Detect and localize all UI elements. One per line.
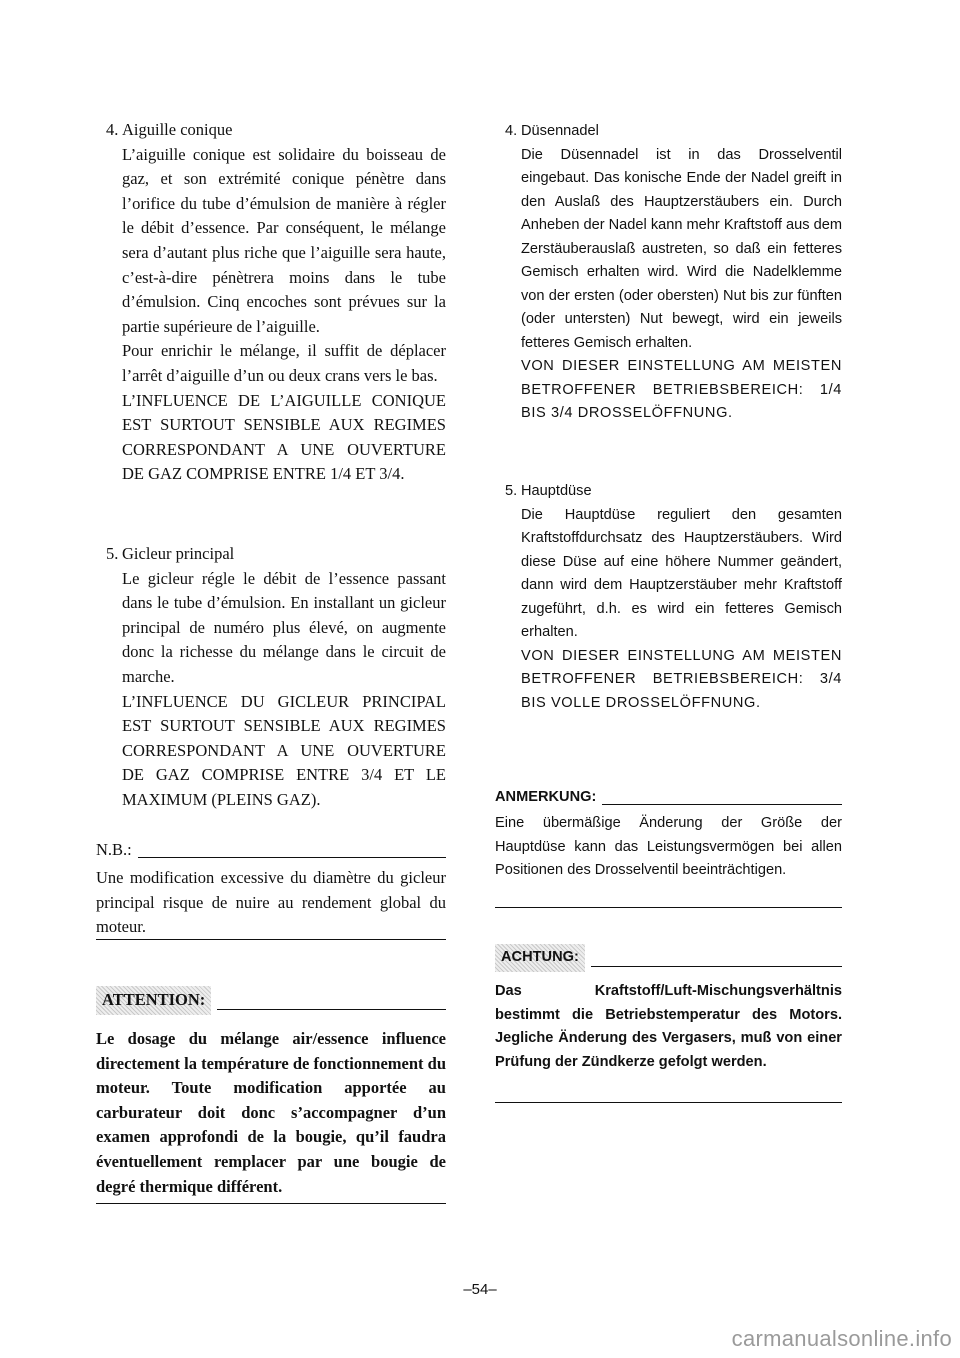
de-item-5-caps: VON DIESER EINSTELLUNG AM MEISTEN BETROFFENER BETRIEBSBEREICH: 3/4 BIS VOLLE DROSSELÖFFNUNG. [521,647,842,711]
de-warning-heading [495,944,842,972]
fr-warning-rule [217,1009,446,1010]
de-note-rule [602,804,842,805]
fr-note-rule [138,857,446,858]
german-column [495,120,842,1220]
de-item-4-caps: VON DIESER EINSTELLUNG AM MEISTEN BETROFFENER BETRIEBSBEREICH: 1/4 BIS 3/4 DROSSELÖFFNUNG. [521,358,842,421]
fr-item-4-body2: Pour enrichir le mélange, il suffit de déplacer l’arrêt d’aiguille d’un ou deux crans vers le bas. [122,341,446,385]
fr-item-5-title: Gicleur principal [122,544,235,563]
fr-warning-end-rule [96,1203,446,1204]
de-note-text: Eine übermäßige Änderung der Größe der Hauptdüse kann das Leistungsvermögen bei allen Positionen des Drosselventil beeinträchtigen. [495,815,842,878]
de-warning-label: ACHTUNG: [495,944,585,972]
fr-item-4-number: 4. [106,120,119,139]
fr-note-end-rule [96,939,446,940]
page-number: –54– [463,1281,497,1298]
de-warning-text: Das Kraftstoff/Luft-Mischungsverhältnis bestimmt die Betriebstemperatur des Motors. Jegliche Änderung des Vergasers, muß von einer Prüfung der Zündkerze gefolgt werden. [495,983,842,1070]
fr-item-4 [96,118,446,487]
de-warning-end-rule [495,1102,842,1103]
de-item-4-number: 4. [505,123,518,139]
fr-warning-text: Le dosage du mélange air/essence influence directement la température de fonctionnement du moteur. Toute modification apportée au carburateur doit donc s’accompagner d’un examen approfondi de la bougie, qu’il faudra éventuellement remplacer par une bougie de degré thermique différent. [96,1029,446,1196]
fr-item-5-caps: L’INFLUENCE DU GICLEUR PRINCIPAL EST SURTOUT SENSIBLE AUX REGIMES CORRESPONDANT A UNE OUVERTURE DE GAZ COMPRISE ENTRE 3/4 ET LE MAXIMUM (PLEINS GAZ). [122,691,446,809]
de-item-5-number: 5. [505,483,518,499]
fr-warning-heading [96,986,446,1015]
fr-item-5 [96,542,446,813]
de-note-heading [495,786,842,810]
fr-item-5-body: Le gicleur régle le débit de l’essence passant dans le tube d’émulsion. En installant un gicleur principal de numéro plus élevé, on augmente donc la richesse du mélange dans le circuit de marche. [122,568,446,686]
watermark-footer: carmanualsonline.info [731,1326,952,1351]
fr-item-4-title: Aiguille conique [122,120,233,139]
fr-item-5-number: 5. [106,544,119,563]
de-item-4-body: Die Düsennadel ist in das Drosselventil eingebaut. Das konische Ende der Nadel greift in den Auslaß des Hauptzerstäubers ein. Durch Anheben der Nadel kann mehr Kraftstoff aus dem Zerstäuberauslaß austreten, so daß ein fetteres Gemisch erhalten wird. Wird die Nadelklemme von der ersten (oder obersten) Nut bis zur fünften (oder untersten) Nut bewegt, wird ein jeweils fetteres Gemisch erhalten. [521,146,842,351]
de-note-end-rule [495,907,842,908]
de-item-4 [495,120,842,426]
fr-note-text: Une modification excessive du diamètre du gicleur principal risque de nuire au rendement global du moteur. [96,868,446,937]
fr-note-label: N.B.: [96,840,132,859]
de-item-5-title: Hauptdüse [521,483,592,499]
french-column [96,118,446,1218]
fr-note-heading [96,838,446,863]
fr-item-4-body: L’aiguille conique est solidaire du boisseau de gaz, et son extrémité conique pénètre dans l’orifice du tube d’émulsion de manière à régler le débit d’essence. Par conséquent, le mélange sera d’autant plus riche que l’aiguille sera haute, c’est-à-dire pénètrera moins dans le tube d’émulsion. Cinq encoches sont prévues sur la partie supérieure de l’aiguille. [122,144,446,336]
de-item-5-body: Die Hauptdüse reguliert den gesamten Kraftstoffdurchsatz des Hauptzerstäubers. Wird diese Düse auf eine höhere Nummer geändert, dann wird dem Hauptzerstäuber mehr Kraftstoff zugeführt, d.h. es wird ein fetteres Gemisch erhalten. [521,506,842,640]
fr-item-4-caps: L’INFLUENCE DE L’AIGUILLE CONIQUE EST SURTOUT SENSIBLE AUX REGIMES CORRESPONDANT A UNE OUVERTURE DE GAZ COMPRISE ENTRE 1/4 ET 3/4. [122,390,446,484]
de-warning-rule [591,966,842,967]
de-item-4-title: Düsennadel [521,123,599,139]
de-note-label: ANMERKUNG: [495,789,597,805]
fr-warning-label: ATTENTION: [96,986,211,1015]
de-item-5 [495,480,842,715]
